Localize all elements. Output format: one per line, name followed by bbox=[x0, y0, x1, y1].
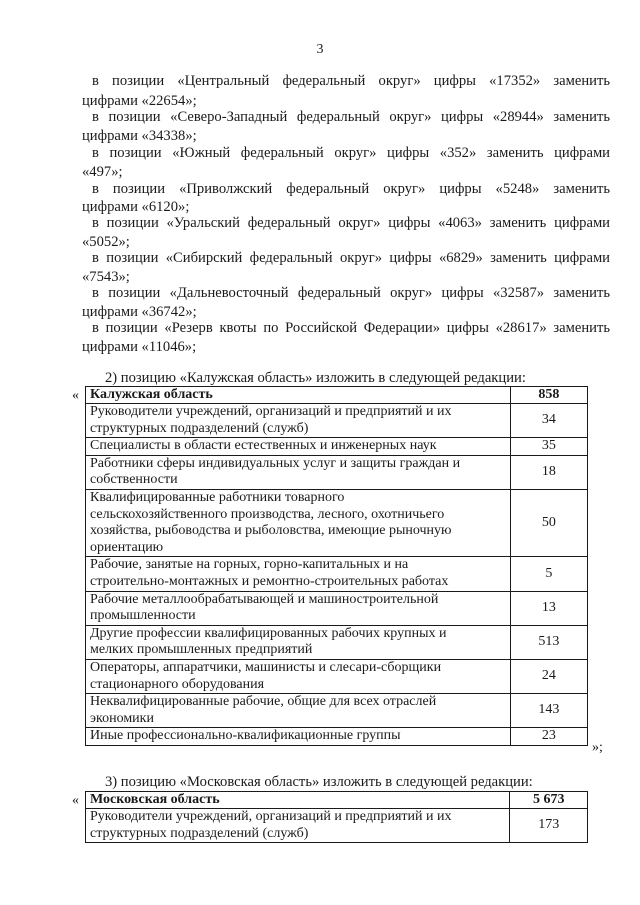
occupation-name-line: сельскохозяйственного производства, лесного, охотничьего bbox=[90, 506, 445, 522]
section3-caption: 3) позицию «Московская область» изложить в следующей редакции: bbox=[105, 774, 533, 790]
section2-caption: 2) позицию «Калужская область» изложить в следующей редакции: bbox=[105, 370, 526, 386]
kaluga-occupation-table bbox=[85, 386, 588, 746]
quota-value: 513 bbox=[510, 625, 587, 659]
occupation-name-line: Другие профессии квалифицированных рабочих крупных и bbox=[90, 625, 447, 641]
table-header-row bbox=[86, 792, 588, 809]
paragraph-line: цифрами «36742»; bbox=[82, 304, 197, 320]
table-row bbox=[86, 404, 588, 438]
quota-value: 173 bbox=[510, 809, 588, 843]
occupation-group-name bbox=[86, 455, 511, 489]
occupation-name-line: Специалисты в области естественных и инженерных наук bbox=[90, 438, 437, 454]
paragraph-line: в позиции «Сибирский федеральный округ» цифры «6829» заменить цифрами bbox=[92, 250, 610, 266]
occupation-name-line: Неквалифицированные рабочие, общие для всех отраслей bbox=[90, 694, 437, 710]
occupation-name-line: структурных подразделений (служб) bbox=[90, 420, 309, 436]
paragraph-line: в позиции «Уральский федеральный округ» цифры «4063» заменить цифрами bbox=[92, 215, 610, 231]
paragraph-line: в позиции «Дальневосточный федеральный округ» цифры «32587» заменить bbox=[92, 285, 610, 301]
occupation-name-line: собственности bbox=[90, 472, 178, 488]
region-name: Калужская область bbox=[86, 387, 511, 404]
table-row bbox=[86, 455, 588, 489]
quota-value: 13 bbox=[510, 591, 587, 625]
paragraph-line: цифрами «34338»; bbox=[82, 128, 197, 144]
occupation-name-line: Рабочие, занятые на горных, горно-капитальных и на bbox=[90, 557, 409, 573]
table-row bbox=[86, 438, 588, 456]
paragraph-line: в позиции «Резерв квоты по Российской Федерации» цифры «28617» заменить bbox=[92, 320, 610, 336]
table-row bbox=[86, 809, 588, 843]
occupation-group-name bbox=[86, 694, 511, 728]
table-row bbox=[86, 659, 588, 693]
occupation-name-line: Квалифицированные работники товарного bbox=[90, 489, 345, 505]
occupation-name-line: Руководители учреждений, организаций и предприятий и их bbox=[90, 404, 452, 419]
section2-close-quote: »; bbox=[592, 740, 603, 755]
paragraph-line: цифрами «22654»; bbox=[82, 93, 197, 109]
occupation-group-name bbox=[86, 438, 511, 456]
quota-value: 50 bbox=[510, 489, 587, 556]
paragraph-line: «7543»; bbox=[82, 269, 130, 285]
occupation-group-name bbox=[86, 404, 511, 438]
section2-open-quote: « bbox=[72, 388, 79, 403]
table-row bbox=[86, 728, 588, 746]
quota-value: 24 bbox=[510, 659, 587, 693]
occupation-name-line: структурных подразделений (служб) bbox=[90, 825, 309, 841]
occupation-name-line: ориентацию bbox=[90, 539, 164, 555]
occupation-group-name bbox=[86, 591, 511, 625]
occupation-name-line: экономики bbox=[90, 710, 154, 726]
table-row bbox=[86, 694, 588, 728]
quota-value: 5 bbox=[510, 557, 587, 591]
table-row bbox=[86, 625, 588, 659]
region-total: 858 bbox=[510, 387, 587, 404]
occupation-name-line: мелких промышленных предприятий bbox=[90, 642, 313, 658]
section3-open-quote: « bbox=[72, 793, 79, 808]
quota-value: 18 bbox=[510, 455, 587, 489]
paragraph-line: цифрами «11046»; bbox=[82, 339, 197, 355]
region-total: 5 673 bbox=[510, 792, 588, 809]
occupation-name-line: стационарного оборудования bbox=[90, 676, 265, 692]
paragraph-line: в позиции «Центральный федеральный округ» цифры «17352» заменить bbox=[92, 73, 610, 89]
quota-value: 34 bbox=[510, 404, 587, 438]
occupation-name-line: строительно-монтажных и ремонтно-строительных работах bbox=[90, 573, 449, 589]
quota-value: 143 bbox=[510, 694, 587, 728]
occupation-name-line: Работники сферы индивидуальных услуг и защиты граждан и bbox=[90, 455, 461, 471]
occupation-group-name bbox=[86, 489, 511, 556]
moscow-occupation-table bbox=[85, 791, 588, 843]
quota-value: 23 bbox=[510, 728, 587, 746]
table-row bbox=[86, 557, 588, 591]
paragraph-line: цифрами «6120»; bbox=[82, 199, 190, 215]
occupation-name-line: Операторы, аппаратчики, машинисты и слесари-сборщики bbox=[90, 659, 442, 675]
occupation-group-name bbox=[86, 728, 511, 746]
paragraph-line: в позиции «Южный федеральный округ» цифры «352» заменить цифрами bbox=[92, 145, 610, 161]
occupation-group-name bbox=[86, 557, 511, 591]
occupation-name-line: промышленности bbox=[90, 608, 196, 624]
region-name: Московская область bbox=[86, 792, 510, 809]
paragraph-line: в позиции «Приволжский федеральный округ» цифры «5248» заменить bbox=[92, 181, 610, 197]
occupation-name-line: хозяйства, рыбоводства и рыболовства, имеющие рыночную bbox=[90, 523, 452, 539]
occupation-group-name bbox=[86, 625, 511, 659]
occupation-name-line: Иные профессионально-квалификационные группы bbox=[90, 728, 401, 744]
occupation-name-line: Рабочие металлообрабатывающей и машиностроительной bbox=[90, 591, 439, 607]
paragraph-line: «5052»; bbox=[82, 234, 130, 250]
table-row bbox=[86, 591, 588, 625]
table-header-row bbox=[86, 387, 588, 404]
occupation-name-line: Руководители учреждений, организаций и предприятий и их bbox=[90, 809, 452, 824]
occupation-group-name bbox=[86, 809, 510, 843]
quota-value: 35 bbox=[510, 438, 587, 456]
page-number: 3 bbox=[316, 42, 324, 57]
paragraph-line: «497»; bbox=[82, 164, 123, 180]
occupation-group-name bbox=[86, 659, 511, 693]
table-row bbox=[86, 489, 588, 556]
paragraph-line: в позиции «Северо-Западный федеральный округ» цифры «28944» заменить bbox=[92, 109, 610, 125]
